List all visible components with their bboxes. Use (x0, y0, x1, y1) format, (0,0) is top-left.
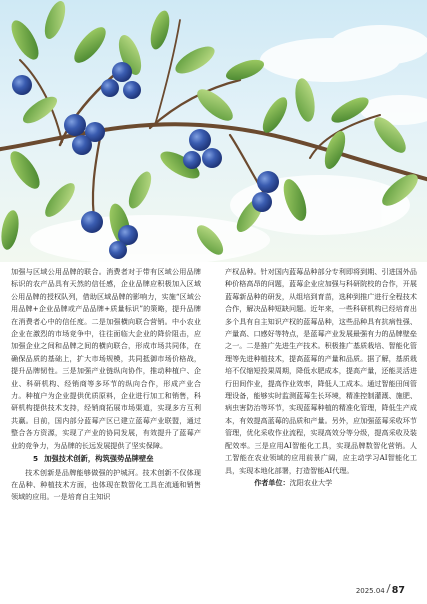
page-number: 87 (391, 585, 405, 596)
author-affiliation (225, 477, 417, 489)
author-value: 沈阳农业大学 (289, 477, 333, 487)
section-title: 加强技术创新，构筑强势品牌壁垒 (44, 454, 154, 464)
section-number: 5 (33, 454, 39, 464)
blueberry-illustration-svg (0, 0, 427, 262)
paragraph: 加强与区域公用品牌的联合。消费者对于带有区域公用品牌标识的农产品具有天然的信任感，企业品牌应积极加入区域公用品牌的授权队列，借助区域品牌的影响力，实施“区域公用品牌+企业品牌或产品品牌+质量标识”的策略，提升品牌在消费者心中的信任度。二是加强横向联合营销。中小农业企业在激烈的市场竞争中，往往面临大企业的降价阻击，应加强企业之间和品牌之间的横向联合，形成市场共同体，在确保品质的基础上，扩大市场规模，共同抵御市场价格战，提升品牌韧性。三是加强产业链纵向协作，推动种植户、企业、科研机构、经销商等多环节的纵向合作，形成产业合力。种植户为企业提供优质原料，企业进行加工和销售，科研机构提供技术支持，经销商拓展市场渠道，实现多方互利共赢。目前，国内部分蓝莓产区已建立蓝莓产业联盟，通过整合各方资源，实现了产业的协同发展，有效提升了蓝莓产业的竞争力，为品牌的长远发展提供了坚实保障。 (11, 267, 201, 450)
section-heading (11, 453, 201, 465)
paragraph: 产权品种。针对国内蓝莓品种部分专利即将到期、引进国外品种价格高昂的问题，蓝莓企业应加强与科研院校的合作，开展蓝莓新品种的研发，从组培到育苗，选种到推广进行全程技术合作，解决品种短缺问题。近年来，一些科研机构已经培育出多个具有自主知识产权的蓝莓品种，这些品种具有抗病性强、产量高、口感好等特点，是蓝莓产业发展最强有力的品牌壁垒之一。二是推广先进生产技术。积极推广基质栽培、智能化管理等先进种植技术，提高蓝莓的产量和品质。据了解，基质栽培不仅缩短投果周期，降低水肥成本，提高产量，还能灵活进行田间作业，提高作业效率，降低人工成本。通过智能田间管理设备，能够实时监测蓝莓生长环境，精准控制灌溉、施肥、病虫害防治等环节，实现蓝莓种植的精准化管理，降低生产成本，有效提高蓝莓的品质和产量。另外，应加强蓝莓采收环节管理，优化采收作业流程，实现高效分等分级，提高采收及装配效率。三是应用AI智能化工具，实现品牌数智化营销。人工智能在农业领域的应用前景广阔，应主动学习AI智能化工具，实现本地化部署，打造智能AI代理。 (225, 267, 417, 475)
issue-date: 2025.04 (355, 587, 385, 595)
blueberry-branch-illustration (0, 0, 427, 262)
page-footer (356, 584, 405, 596)
left-column (11, 266, 201, 504)
right-column (225, 266, 417, 489)
author-label: 作者单位： (254, 477, 290, 487)
footer-divider (386, 584, 390, 593)
paragraph: 技术创新是品牌能够做强的护城河。技术创新不仅体现在品种、种植技术方面，也体现在数智化工具在流通和销售领域的应用。一是培育自主知识 (11, 467, 201, 502)
